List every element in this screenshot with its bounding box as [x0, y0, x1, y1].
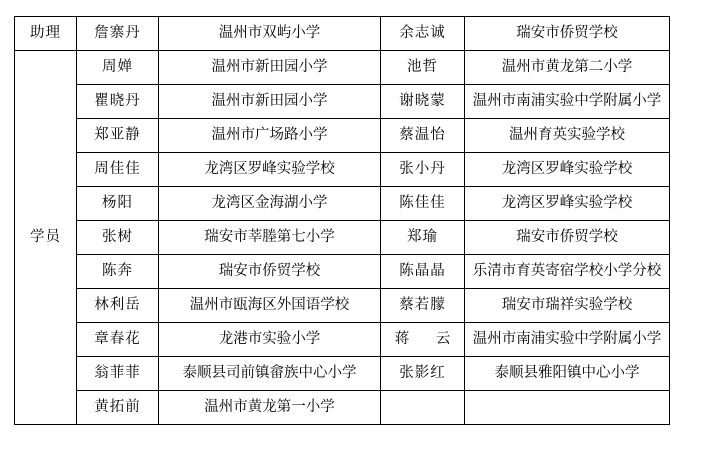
- participant-name-cell: 谢晓蒙: [381, 85, 465, 119]
- participant-name-cell: 章春花: [77, 323, 159, 357]
- participant-school-cell: 温州市新田园小学: [159, 51, 381, 85]
- participant-school-cell: 瑞安市侨贸学校: [465, 221, 670, 255]
- roster-table-body: [15, 17, 670, 425]
- participant-name-cell: 周佳佳: [77, 153, 159, 187]
- participant-school-cell: 瑞安市莘塍第七小学: [159, 221, 381, 255]
- table-row: [15, 391, 670, 425]
- participant-school-cell: 瑞安市侨贸学校: [159, 255, 381, 289]
- participant-school-cell: 龙湾区罗峰实验学校: [159, 153, 381, 187]
- participant-name-cell: 詹寨丹: [77, 17, 159, 51]
- participant-name-cell: 陈奔: [77, 255, 159, 289]
- participant-name-cell: 张树: [77, 221, 159, 255]
- participant-school-cell: 温州市瓯海区外国语学校: [159, 289, 381, 323]
- participant-name-cell: 林利岳: [77, 289, 159, 323]
- participant-name-cell: 陈佳佳: [381, 187, 465, 221]
- role-cell: 助理: [15, 17, 77, 51]
- roster-table: [14, 16, 670, 425]
- table-row: [15, 255, 670, 289]
- participant-school-cell: 温州育英实验学校: [465, 119, 670, 153]
- role-cell: 学员: [15, 51, 77, 425]
- participant-school-cell: 温州市南浦实验中学附属小学: [465, 323, 670, 357]
- participant-school-cell: 龙湾区罗峰实验学校: [465, 153, 670, 187]
- participant-name-cell: 郑瑜: [381, 221, 465, 255]
- participant-name-cell: 周婵: [77, 51, 159, 85]
- table-row: [15, 187, 670, 221]
- table-row: [15, 323, 670, 357]
- participant-name-cell: [381, 391, 465, 425]
- table-row: [15, 17, 670, 51]
- participant-school-cell: 温州市双屿小学: [159, 17, 381, 51]
- participant-name-cell: 郑亚静: [77, 119, 159, 153]
- participant-school-cell: 温州市广场路小学: [159, 119, 381, 153]
- participant-name-cell: 蒋 云: [381, 323, 465, 357]
- participant-school-cell: 温州市新田园小学: [159, 85, 381, 119]
- participant-name-cell: 池哲: [381, 51, 465, 85]
- table-row: [15, 357, 670, 391]
- participant-name-cell: 翁菲菲: [77, 357, 159, 391]
- participant-school-cell: 泰顺县雅阳镇中心小学: [465, 357, 670, 391]
- participant-school-cell: 龙港市实验小学: [159, 323, 381, 357]
- participant-school-cell: 龙湾区罗峰实验学校: [465, 187, 670, 221]
- table-row: [15, 289, 670, 323]
- participant-name-cell: 蔡温怡: [381, 119, 465, 153]
- participant-school-cell: 瑞安市瑞祥实验学校: [465, 289, 670, 323]
- table-row: [15, 119, 670, 153]
- table-row: [15, 85, 670, 119]
- participant-name-cell: 杨阳: [77, 187, 159, 221]
- participant-school-cell: [465, 391, 670, 425]
- participant-school-cell: 泰顺县司前镇畲族中心小学: [159, 357, 381, 391]
- participant-name-cell: 陈晶晶: [381, 255, 465, 289]
- table-row: [15, 153, 670, 187]
- document-page: [0, 16, 703, 459]
- participant-school-cell: 乐清市育英寄宿学校小学分校: [465, 255, 670, 289]
- participant-name-cell: 张影红: [381, 357, 465, 391]
- participant-school-cell: 温州市黄龙第二小学: [465, 51, 670, 85]
- participant-school-cell: 瑞安市侨贸学校: [465, 17, 670, 51]
- participant-school-cell: 龙湾区金海湖小学: [159, 187, 381, 221]
- participant-name-cell: 蔡若朦: [381, 289, 465, 323]
- participant-school-cell: 温州市南浦实验中学附属小学: [465, 85, 670, 119]
- participant-school-cell: 温州市黄龙第一小学: [159, 391, 381, 425]
- table-row: [15, 221, 670, 255]
- participant-name-cell: 余志诚: [381, 17, 465, 51]
- participant-name-cell: 张小丹: [381, 153, 465, 187]
- participant-name-cell: 瞿晓丹: [77, 85, 159, 119]
- table-row: [15, 51, 670, 85]
- participant-name-cell: 黄拓前: [77, 391, 159, 425]
